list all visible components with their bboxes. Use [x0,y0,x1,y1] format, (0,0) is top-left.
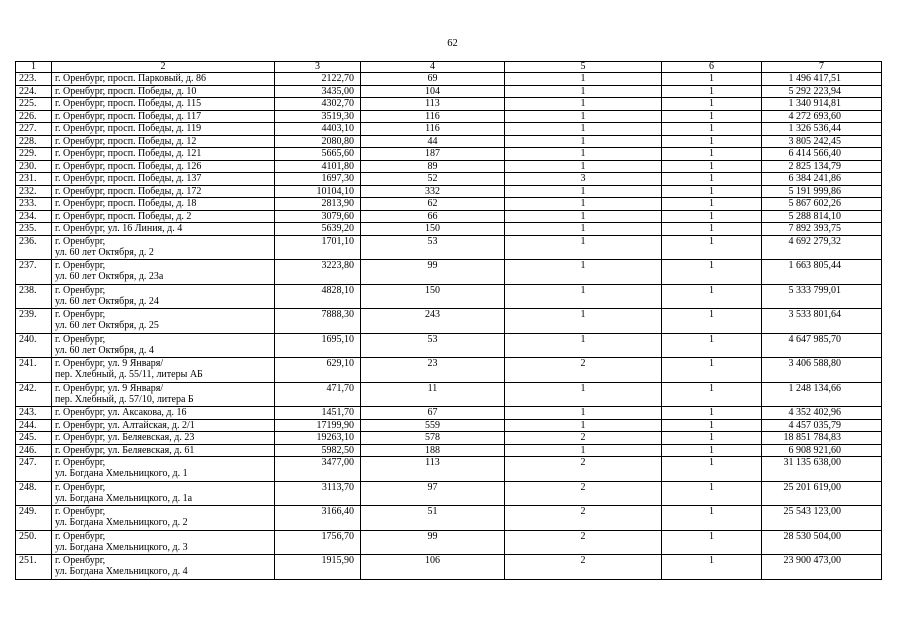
area-cell: 1915,90 [275,555,361,580]
address-cell [52,506,275,531]
row-number-cell: 231. [16,173,52,186]
column-5-cell: 1 [505,382,662,407]
area-cell: 471,70 [275,382,361,407]
address-line: г. Оренбург, [55,333,106,345]
residents-cell: 52 [361,173,505,186]
row-number-cell: 230. [16,160,52,173]
address-cell [52,210,275,223]
column-6-cell: 1 [662,444,762,457]
cost-cell: 1 326 536,44 [762,123,882,136]
column-header: 2 [52,62,275,73]
address-line: г. Оренбург, ул. Аксакова, д. 16 [55,407,187,418]
table-row [16,73,882,86]
cost-cell: 1 340 914,81 [762,98,882,111]
cost-cell: 2 825 134,79 [762,160,882,173]
residents-cell: 66 [361,210,505,223]
area-cell: 1756,70 [275,530,361,555]
column-5-cell: 1 [505,85,662,98]
address-cell [52,148,275,161]
address-cell [52,309,275,334]
table-row [16,358,882,383]
address-cell [52,481,275,506]
address-line: г. Оренбург, просп. Победы, д. 12 [55,135,197,147]
cost-cell: 5 867 602,26 [762,198,882,211]
column-5-cell: 2 [505,506,662,531]
address-cell [52,123,275,136]
residents-cell: 113 [361,98,505,111]
address-line: г. Оренбург, [55,284,106,296]
cost-cell: 3 533 801,64 [762,309,882,334]
cost-cell: 3 805 242,45 [762,135,882,148]
column-6-cell: 1 [662,148,762,161]
table-row [16,506,882,531]
address-cell [52,235,275,260]
address-cell [52,530,275,555]
cost-cell: 5 333 799,01 [762,284,882,309]
address-line: г. Оренбург, ул. Беляевская, д. 23 [55,432,195,443]
cost-cell: 4 647 985,70 [762,333,882,358]
row-number-cell: 238. [16,284,52,309]
column-5-cell: 1 [505,135,662,148]
column-6-cell: 1 [662,432,762,445]
residents-cell: 23 [361,358,505,383]
address-line: пер. Хлебный, д. 57/10, литера Б [55,393,194,405]
table-row [16,110,882,123]
address-line: г. Оренбург, [55,555,106,566]
table-row [16,457,882,482]
address-line: г. Оренбург, [55,506,106,517]
row-number-cell: 236. [16,235,52,260]
cost-cell: 5 191 999,86 [762,185,882,198]
area-cell: 3519,30 [275,110,361,123]
row-number-cell: 226. [16,110,52,123]
table-row [16,419,882,432]
address-line: г. Оренбург, просп. Победы, д. 121 [55,148,202,159]
column-5-cell: 1 [505,284,662,309]
row-number-cell: 228. [16,135,52,148]
residents-cell: 51 [361,506,505,531]
row-number-cell: 250. [16,530,52,555]
column-5-cell: 2 [505,358,662,383]
data-table [15,61,882,580]
residents-cell: 99 [361,530,505,555]
address-line: ул. Богдана Хмельницкого, д. 1а [55,492,193,504]
column-6-cell: 1 [662,419,762,432]
column-6-cell: 1 [662,160,762,173]
column-5-cell: 1 [505,407,662,420]
column-6-cell: 1 [662,210,762,223]
area-cell: 4403,10 [275,123,361,136]
row-number-cell: 243. [16,407,52,420]
cost-cell: 4 352 402,96 [762,407,882,420]
column-6-cell: 1 [662,309,762,334]
cost-cell: 7 892 393,75 [762,223,882,236]
column-5-cell: 2 [505,481,662,506]
column-5-cell: 1 [505,98,662,111]
area-cell: 3477,00 [275,457,361,482]
address-cell [52,173,275,186]
cost-cell: 1 496 417,51 [762,73,882,86]
residents-cell: 116 [361,123,505,136]
row-number-cell: 223. [16,73,52,86]
column-5-cell: 1 [505,198,662,211]
column-5-cell: 1 [505,110,662,123]
table-row [16,530,882,555]
address-line: г. Оренбург, просп. Победы, д. 10 [55,85,197,97]
row-number-cell: 244. [16,419,52,432]
table-row [16,284,882,309]
cost-cell: 6 384 241,86 [762,173,882,186]
residents-cell: 187 [361,148,505,161]
row-number-cell: 251. [16,555,52,580]
table-row [16,235,882,260]
address-line: ул. Богдана Хмельницкого, д. 3 [55,541,188,553]
address-cell [52,358,275,383]
table-header-row [16,62,882,73]
address-line: г. Оренбург, просп. Победы, д. 119 [55,123,202,134]
cost-cell: 6 414 566,40 [762,148,882,161]
address-line: г. Оренбург, [55,457,106,468]
cost-cell: 3 406 588,80 [762,358,882,383]
area-cell: 10104,10 [275,185,361,198]
cost-cell: 25 543 123,00 [762,506,882,531]
address-cell [52,333,275,358]
table-row [16,260,882,285]
table-row [16,135,882,148]
column-5-cell: 1 [505,123,662,136]
cost-cell: 5 288 814,10 [762,210,882,223]
cost-cell: 18 851 784,83 [762,432,882,445]
table-row [16,407,882,420]
address-cell [52,407,275,420]
row-number-cell: 224. [16,85,52,98]
address-line: пер. Хлебный, д. 55/11, литеры АБ [55,369,203,380]
area-cell: 3223,80 [275,260,361,285]
column-header: 7 [762,62,882,73]
address-line: г. Оренбург, ул. Беляевская, д. 61 [55,444,195,456]
residents-cell: 99 [361,260,505,285]
table-row [16,309,882,334]
table-row [16,198,882,211]
cost-cell: 5 292 223,94 [762,85,882,98]
cost-cell: 4 692 279,32 [762,235,882,260]
area-cell: 5665,60 [275,148,361,161]
column-6-cell: 1 [662,110,762,123]
address-cell [52,160,275,173]
area-cell: 4101,80 [275,160,361,173]
address-cell [52,185,275,198]
address-cell [52,419,275,432]
table-row [16,444,882,457]
address-line: г. Оренбург, ул. 9 Января/ [55,382,164,394]
column-6-cell: 1 [662,481,762,506]
column-5-cell: 1 [505,333,662,358]
table-row [16,85,882,98]
address-line: г. Оренбург, просп. Парковый, д. 86 [55,73,206,84]
address-line: г. Оренбург, просп. Победы, д. 18 [55,198,197,209]
table-row [16,481,882,506]
residents-cell: 332 [361,185,505,198]
address-cell [52,260,275,285]
address-cell [52,198,275,211]
row-number-cell: 245. [16,432,52,445]
area-cell: 5639,20 [275,223,361,236]
table-row [16,160,882,173]
residents-cell: 53 [361,235,505,260]
column-5-cell: 1 [505,223,662,236]
column-5-cell: 2 [505,555,662,580]
column-6-cell: 1 [662,284,762,309]
address-line: ул. 60 лет Октября, д. 24 [55,295,159,307]
column-6-cell: 1 [662,382,762,407]
column-5-cell: 3 [505,173,662,186]
cost-cell: 4 457 035,79 [762,419,882,432]
table-row [16,223,882,236]
residents-cell: 116 [361,110,505,123]
residents-cell: 106 [361,555,505,580]
address-line: ул. 60 лет Октября, д. 4 [55,344,154,356]
address-line: г. Оренбург, ул. 16 Линия, д. 4 [55,223,183,234]
column-6-cell: 1 [662,407,762,420]
table-row [16,123,882,136]
residents-cell: 97 [361,481,505,506]
column-5-cell: 1 [505,444,662,457]
row-number-cell: 241. [16,358,52,383]
column-5-cell: 1 [505,309,662,334]
address-line: ул. 60 лет Октября, д. 25 [55,320,159,331]
table-row [16,432,882,445]
address-line: г. Оренбург, [55,309,106,320]
column-6-cell: 1 [662,73,762,86]
cost-cell: 28 530 504,00 [762,530,882,555]
area-cell: 19263,10 [275,432,361,445]
column-6-cell: 1 [662,185,762,198]
cost-cell: 23 900 473,00 [762,555,882,580]
address-cell [52,73,275,86]
row-number-cell: 237. [16,260,52,285]
table-row [16,148,882,161]
address-line: г. Оренбург, просп. Победы, д. 2 [55,210,192,222]
column-6-cell: 1 [662,260,762,285]
row-number-cell: 232. [16,185,52,198]
column-6-cell: 1 [662,173,762,186]
address-cell [52,432,275,445]
column-6-cell: 1 [662,333,762,358]
residents-cell: 113 [361,457,505,482]
area-cell: 4828,10 [275,284,361,309]
address-line: ул. Богдана Хмельницкого, д. 2 [55,517,188,528]
area-cell: 629,10 [275,358,361,383]
column-header: 4 [361,62,505,73]
cost-cell: 4 272 693,60 [762,110,882,123]
area-cell: 1697,30 [275,173,361,186]
address-cell [52,382,275,407]
address-line: г. Оренбург, просп. Победы, д. 137 [55,173,202,184]
page-number: 62 [447,38,458,49]
residents-cell: 53 [361,333,505,358]
column-6-cell: 1 [662,123,762,136]
column-5-cell: 1 [505,260,662,285]
column-header: 1 [16,62,52,73]
table-row [16,382,882,407]
address-cell [52,457,275,482]
address-line: г. Оренбург, просп. Победы, д. 126 [55,160,202,172]
area-cell: 17199,90 [275,419,361,432]
area-cell: 2813,90 [275,198,361,211]
address-line: г. Оренбург, [55,481,106,493]
area-cell: 1451,70 [275,407,361,420]
residents-cell: 150 [361,223,505,236]
row-number-cell: 247. [16,457,52,482]
table-row [16,555,882,580]
row-number-cell: 233. [16,198,52,211]
address-line: ул. 60 лет Октября, д. 2 [55,246,154,258]
area-cell: 4302,70 [275,98,361,111]
row-number-cell: 248. [16,481,52,506]
table-row [16,173,882,186]
column-header: 5 [505,62,662,73]
address-cell [52,135,275,148]
area-cell: 1701,10 [275,235,361,260]
row-number-cell: 242. [16,382,52,407]
area-cell: 3435,00 [275,85,361,98]
row-number-cell: 227. [16,123,52,136]
row-number-cell: 225. [16,98,52,111]
cost-cell: 6 908 921,60 [762,444,882,457]
column-5-cell: 2 [505,432,662,445]
address-line: г. Оренбург, ул. Алтайская, д. 2/1 [55,419,195,431]
table-row [16,98,882,111]
column-6-cell: 1 [662,506,762,531]
column-6-cell: 1 [662,223,762,236]
address-cell [52,98,275,111]
column-header: 3 [275,62,361,73]
address-line: г. Оренбург, просп. Победы, д. 115 [55,98,202,109]
area-cell: 7888,30 [275,309,361,334]
residents-cell: 104 [361,85,505,98]
row-number-cell: 239. [16,309,52,334]
area-cell: 2080,80 [275,135,361,148]
residents-cell: 150 [361,284,505,309]
area-cell: 5982,50 [275,444,361,457]
column-5-cell: 1 [505,419,662,432]
address-line: г. Оренбург, [55,260,106,271]
residents-cell: 67 [361,407,505,420]
address-line: г. Оренбург, ул. 9 Января/ [55,358,164,369]
address-line: г. Оренбург, просп. Победы, д. 117 [55,110,202,122]
column-5-cell: 1 [505,185,662,198]
column-5-cell: 1 [505,73,662,86]
column-5-cell: 1 [505,210,662,223]
address-line: г. Оренбург, просп. Победы, д. 172 [55,185,202,197]
address-line: г. Оренбург, [55,235,106,247]
area-cell: 3166,40 [275,506,361,531]
address-cell [52,223,275,236]
column-5-cell: 1 [505,148,662,161]
residents-cell: 89 [361,160,505,173]
column-5-cell: 2 [505,530,662,555]
address-line: ул. Богдана Хмельницкого, д. 1 [55,468,188,479]
cost-cell: 31 135 638,00 [762,457,882,482]
column-6-cell: 1 [662,555,762,580]
cost-cell: 25 201 619,00 [762,481,882,506]
row-number-cell: 234. [16,210,52,223]
column-header: 6 [662,62,762,73]
residents-cell: 69 [361,73,505,86]
table-body [16,73,882,580]
table-row [16,185,882,198]
column-5-cell: 2 [505,457,662,482]
residents-cell: 578 [361,432,505,445]
area-cell: 1695,10 [275,333,361,358]
address-cell [52,444,275,457]
row-number-cell: 249. [16,506,52,531]
column-6-cell: 1 [662,135,762,148]
area-cell: 3113,70 [275,481,361,506]
residents-cell: 243 [361,309,505,334]
column-6-cell: 1 [662,358,762,383]
column-5-cell: 1 [505,235,662,260]
column-5-cell: 1 [505,160,662,173]
column-6-cell: 1 [662,457,762,482]
residents-cell: 11 [361,382,505,407]
row-number-cell: 229. [16,148,52,161]
address-cell [52,555,275,580]
column-6-cell: 1 [662,98,762,111]
address-cell [52,284,275,309]
address-line: г. Оренбург, [55,530,106,542]
address-cell [52,110,275,123]
address-line: ул. 60 лет Октября, д. 23а [55,271,164,282]
address-line: ул. Богдана Хмельницкого, д. 4 [55,566,188,577]
row-number-cell: 240. [16,333,52,358]
column-6-cell: 1 [662,530,762,555]
table-row [16,333,882,358]
cost-cell: 1 663 805,44 [762,260,882,285]
area-cell: 2122,70 [275,73,361,86]
column-6-cell: 1 [662,85,762,98]
table-row [16,210,882,223]
residents-cell: 188 [361,444,505,457]
row-number-cell: 246. [16,444,52,457]
row-number-cell: 235. [16,223,52,236]
cost-cell: 1 248 134,66 [762,382,882,407]
column-6-cell: 1 [662,198,762,211]
residents-cell: 44 [361,135,505,148]
residents-cell: 559 [361,419,505,432]
column-6-cell: 1 [662,235,762,260]
residents-cell: 62 [361,198,505,211]
address-cell [52,85,275,98]
area-cell: 3079,60 [275,210,361,223]
